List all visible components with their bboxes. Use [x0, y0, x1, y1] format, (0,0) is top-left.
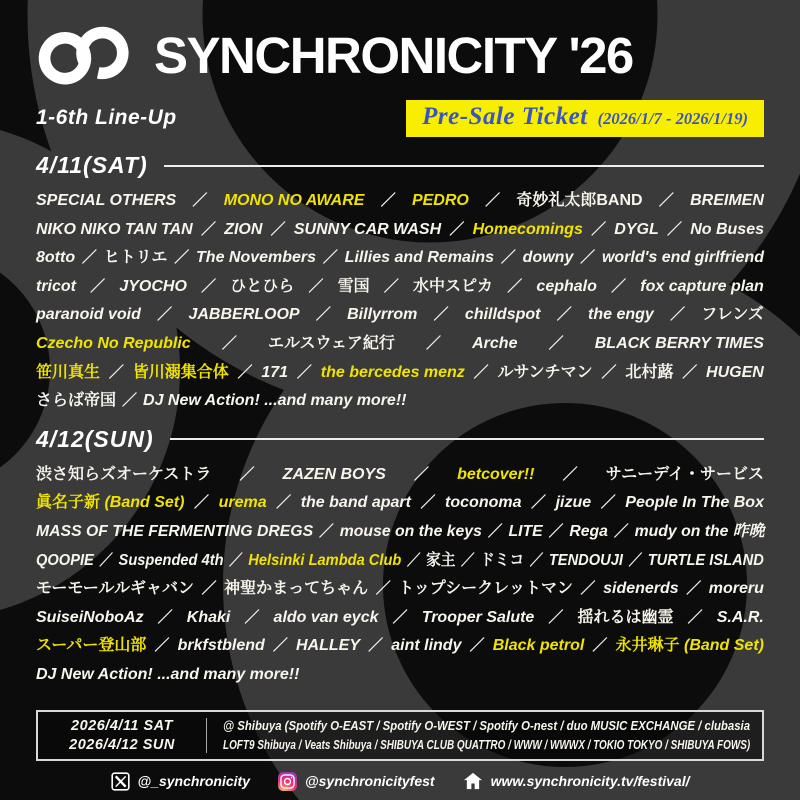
artist-separator: ／ — [383, 277, 399, 295]
artist-name: エルスウェア紀行 — [267, 334, 395, 352]
artist-separator: ／ — [244, 608, 260, 626]
artist-separator: ／ — [487, 522, 503, 540]
artist-name: mouse on the keys — [339, 522, 482, 540]
artist-separator: ／ — [548, 608, 564, 626]
artist-line — [36, 330, 764, 359]
website-link[interactable] — [463, 772, 690, 790]
artist-separator: ／ — [507, 277, 523, 295]
artist-name: aldo van eyck — [273, 608, 379, 626]
day-header — [36, 426, 764, 453]
x-handle: @_synchronicity — [137, 773, 250, 789]
artist-line — [36, 301, 764, 330]
artist-name: Arche — [472, 334, 518, 352]
artist-name: DJ New Action! ...and many more!! — [143, 392, 407, 410]
artist-separator: ／ — [687, 608, 703, 626]
artist-line — [36, 187, 764, 216]
artist-name: SUNNY CAR WASH — [293, 220, 442, 238]
artist-separator: ／ — [122, 392, 138, 410]
event-dates — [38, 718, 207, 753]
artist-name: tricot — [36, 277, 76, 295]
artist-name: 雪国 — [337, 277, 370, 295]
artist-separator: ／ — [548, 522, 564, 540]
artist-name: BLACK BERRY TIMES — [594, 334, 764, 352]
artist-name: urema — [218, 494, 267, 512]
artist-name: HALLEY — [296, 637, 360, 655]
event-date-sun: 2026/4/12 SUN — [69, 736, 175, 753]
artist-separator: ／ — [174, 249, 190, 267]
artist-name: DYGL — [614, 220, 659, 238]
artist-name: 8otto — [36, 249, 76, 267]
artist-separator: ／ — [157, 608, 173, 626]
artist-separator: ／ — [600, 494, 616, 512]
artist-name: 笹川真生 — [36, 363, 101, 381]
day-header — [36, 152, 764, 179]
artist-name: world's end girlfriend — [601, 249, 764, 267]
artist-line — [36, 216, 764, 245]
artist-name: cephalo — [536, 277, 597, 295]
artist-separator: ／ — [420, 494, 436, 512]
presale-label: Pre-Sale Ticket — [422, 102, 588, 130]
artist-name: aint lindy — [391, 637, 462, 655]
artist-name: サニーデイ・サービス — [605, 465, 764, 483]
artist-line — [36, 273, 764, 302]
day-label: 4/11(SAT) — [36, 152, 148, 178]
artist-name: SPECIAL OTHERS — [36, 192, 177, 209]
artist-name: Helsinki Lambda Club — [248, 551, 402, 569]
artist-line — [36, 575, 764, 604]
artist-line — [36, 604, 764, 633]
presale-period: (2026/1/7 - 2026/1/19) — [597, 108, 748, 128]
day-section — [36, 152, 764, 416]
artist-name: 皆川溺集合体 — [132, 363, 229, 381]
artist-name: ルサンチマン — [497, 363, 593, 381]
artist-separator: ／ — [529, 551, 544, 569]
day-label: 4/12(SUN) — [36, 425, 154, 452]
artist-separator: ／ — [628, 551, 643, 569]
artist-name: BREIMEN — [690, 192, 764, 209]
artist-separator: ／ — [413, 465, 429, 483]
artist-line — [36, 547, 764, 576]
day-rule — [164, 165, 764, 167]
artist-name-suffix: (Band Set) — [104, 494, 185, 512]
day-section — [36, 426, 764, 690]
artist-name: JYOCHO — [119, 277, 187, 295]
x-logo-icon — [111, 772, 130, 791]
artist-separator: ／ — [192, 192, 208, 209]
artist-separator: ／ — [613, 522, 629, 540]
artist-separator: ／ — [296, 363, 312, 381]
artist-separator: ／ — [469, 637, 485, 655]
artist-name: The Novembers — [196, 249, 317, 267]
artist-separator: ／ — [375, 580, 391, 598]
artist-name: Trooper Salute — [421, 608, 535, 626]
venue-line-2: LOFT9 Shibuya / Veats Shibuya / SHIBUYA CLUB QUATTRO / WWW / WWWX / TOKIO TOKYO / SHIBUYA FOWS) — [223, 737, 751, 752]
artist-separator: ／ — [433, 306, 449, 324]
artist-name: 奇妙礼太郎BAND — [516, 192, 643, 209]
artist-separator: ／ — [200, 220, 216, 238]
artist-name: MASS OF THE FERMENTING DREGS — [36, 522, 314, 540]
artist-name: NIKO NIKO TAN TAN — [36, 220, 193, 238]
day-rule — [170, 438, 764, 440]
artist-name: 171 — [261, 363, 289, 381]
artist-name: TURTLE ISLAND — [647, 551, 764, 569]
artist-separator: ／ — [686, 580, 702, 598]
artist-name: ドミコ — [480, 551, 525, 569]
artist-separator: ／ — [670, 306, 686, 324]
artist-name: LITE — [508, 522, 543, 540]
artist-separator: ／ — [229, 551, 243, 569]
artist-name: Lillies and Remains — [344, 249, 495, 267]
artist-separator: ／ — [201, 580, 217, 598]
artist-name: toconoma — [445, 494, 522, 512]
subheader-row — [36, 98, 764, 138]
artist-name: DJ New Action! ...and many more!! — [36, 665, 300, 683]
artist-name: ヒトリエ — [103, 249, 168, 267]
artist-line — [36, 387, 764, 416]
artist-separator: ／ — [322, 249, 338, 267]
artist-separator: ／ — [315, 306, 331, 324]
artist-name: S.A.R. — [716, 608, 764, 626]
artist-separator: ／ — [460, 551, 475, 569]
synchronicity-infinity-logo-icon — [36, 22, 140, 88]
event-date-sat: 2026/4/11 SAT — [71, 717, 173, 734]
artist-name: sidenerds — [603, 580, 679, 598]
artist-separator: ／ — [201, 277, 217, 295]
artist-name: jizue — [555, 494, 592, 512]
artist-name: 眞名子新 (Band Set) — [36, 494, 185, 512]
artist-separator: ／ — [276, 494, 292, 512]
artist-name: 渋さ知らズオーケストラ — [36, 465, 212, 483]
artist-name: さらば帝国 — [36, 392, 117, 410]
artist-name: paranoid void — [36, 306, 141, 324]
artist-separator: ／ — [611, 277, 627, 295]
artist-separator: ／ — [90, 277, 106, 295]
artist-line — [36, 489, 764, 518]
footer-social-bar — [36, 772, 764, 791]
artist-name: モーモールルギャバン — [36, 580, 195, 598]
artist-name: the bercedes menz — [320, 363, 465, 381]
artist-name: トップシークレットマン — [398, 580, 573, 598]
artist-line — [36, 632, 764, 661]
artist-line — [36, 661, 764, 690]
artist-separator: ／ — [531, 494, 547, 512]
artist-name: the band apart — [300, 494, 411, 512]
artist-name: chilldspot — [464, 306, 541, 324]
artist-name: TENDOUJI — [548, 551, 623, 569]
artist-name: Billyrrom — [347, 306, 418, 324]
artist-name: 神聖かまってちゃん — [224, 580, 369, 598]
artist-separator: ／ — [580, 249, 596, 267]
title-wrap — [154, 26, 764, 85]
artist-name: スーパー登山部 — [36, 637, 147, 655]
artist-name: downy — [522, 249, 574, 267]
artist-separator: ／ — [154, 637, 170, 655]
artist-name: mudy on the 昨晩 — [634, 522, 765, 540]
artist-separator: ／ — [81, 249, 97, 267]
brand-row — [36, 20, 764, 90]
artist-name: 北村蕗 — [625, 363, 674, 381]
artist-separator: ／ — [380, 192, 396, 209]
website-url: www.synchronicity.tv/festival/ — [490, 773, 690, 789]
venue-info-box — [36, 710, 764, 761]
artist-name: betcover!! — [457, 465, 535, 483]
artist-separator: ／ — [556, 306, 572, 324]
artist-name: Rega — [569, 522, 608, 540]
artist-separator: ／ — [562, 465, 578, 483]
artist-separator: ／ — [239, 465, 255, 483]
artist-separator: ／ — [368, 637, 384, 655]
lineup-sections — [36, 148, 764, 700]
artist-name: Black petrol — [492, 637, 585, 655]
artist-name: QOOPIE — [36, 551, 94, 569]
artist-separator: ／ — [500, 249, 516, 267]
instagram-social-link[interactable] — [278, 772, 435, 791]
artist-name: SuiseiNoboAz — [36, 608, 144, 626]
artist-separator: ／ — [449, 220, 465, 238]
artist-line — [36, 518, 765, 547]
artist-name-suffix: (Band Set) — [683, 637, 764, 655]
artist-separator: ／ — [272, 637, 288, 655]
artist-name: 水中スピカ — [413, 277, 494, 295]
artist-name: Suspended 4th — [118, 551, 224, 569]
artist-name: the engy — [588, 306, 654, 324]
artist-separator: ／ — [406, 551, 421, 569]
artist-separator: ／ — [99, 551, 114, 569]
artist-separator: ／ — [308, 277, 324, 295]
venue-list — [207, 718, 762, 753]
artist-name: Khaki — [186, 608, 231, 626]
lineup-round-label: 1-6th Line-Up — [36, 106, 177, 129]
artist-separator: ／ — [592, 637, 608, 655]
artist-name: 家主 — [426, 551, 456, 569]
artist-separator: ／ — [425, 334, 441, 352]
artist-name: MONO NO AWARE — [223, 192, 365, 209]
artist-line — [36, 461, 764, 490]
artist-name: 永井琳子 (Band Set) — [615, 637, 764, 655]
artist-separator: ／ — [682, 363, 698, 381]
artist-separator: ／ — [473, 363, 489, 381]
artist-name: People In The Box — [625, 494, 764, 512]
artist-name: 揺れるは幽霊 — [577, 608, 674, 626]
artist-line — [36, 244, 764, 273]
artist-separator: ／ — [485, 192, 501, 209]
venue-line-1: @ Shibuya (Spotify O-EAST / Spotify O-WEST / Spotify O-nest / duo MUSIC EXCHANGE / clubasia — [223, 718, 751, 733]
artist-separator: ／ — [548, 334, 564, 352]
artist-separator: ／ — [157, 306, 173, 324]
artist-name: Czecho No Republic — [36, 334, 191, 352]
instagram-handle: @synchronicityfest — [304, 773, 435, 789]
artist-separator: ／ — [270, 220, 286, 238]
artist-separator: ／ — [580, 580, 596, 598]
x-social-link[interactable] — [111, 772, 250, 791]
artist-name: PEDRO — [411, 192, 469, 209]
artist-line — [36, 359, 764, 388]
artist-name: HUGEN — [706, 363, 764, 381]
instagram-icon — [278, 772, 297, 791]
artist-separator: ／ — [108, 363, 124, 381]
artist-name: fox capture plan — [640, 277, 764, 295]
home-icon — [463, 772, 483, 790]
artist-name: Homecomings — [472, 220, 583, 238]
artist-name: フレンズ — [701, 306, 764, 324]
artist-name: brkfstblend — [177, 637, 265, 655]
artist-separator: ／ — [237, 363, 253, 381]
artist-separator: ／ — [194, 494, 210, 512]
artist-separator: ／ — [601, 363, 617, 381]
presale-ticket-banner — [406, 100, 764, 137]
artist-separator: ／ — [221, 334, 237, 352]
artist-separator: ／ — [591, 220, 607, 238]
artist-name: JABBERLOOP — [188, 306, 300, 324]
artist-separator: ／ — [392, 608, 408, 626]
artist-separator: ／ — [319, 522, 334, 540]
artist-name: No Buses — [690, 220, 764, 238]
artist-name: ひとひら — [230, 277, 295, 295]
artist-separator: ／ — [658, 192, 674, 209]
artist-separator: ／ — [666, 220, 682, 238]
artist-name: ZION — [224, 220, 263, 238]
page-title: SYNCHRONICITY '26 — [154, 26, 633, 84]
artist-name: ZAZEN BOYS — [282, 465, 386, 483]
artist-name: moreru — [708, 580, 764, 598]
